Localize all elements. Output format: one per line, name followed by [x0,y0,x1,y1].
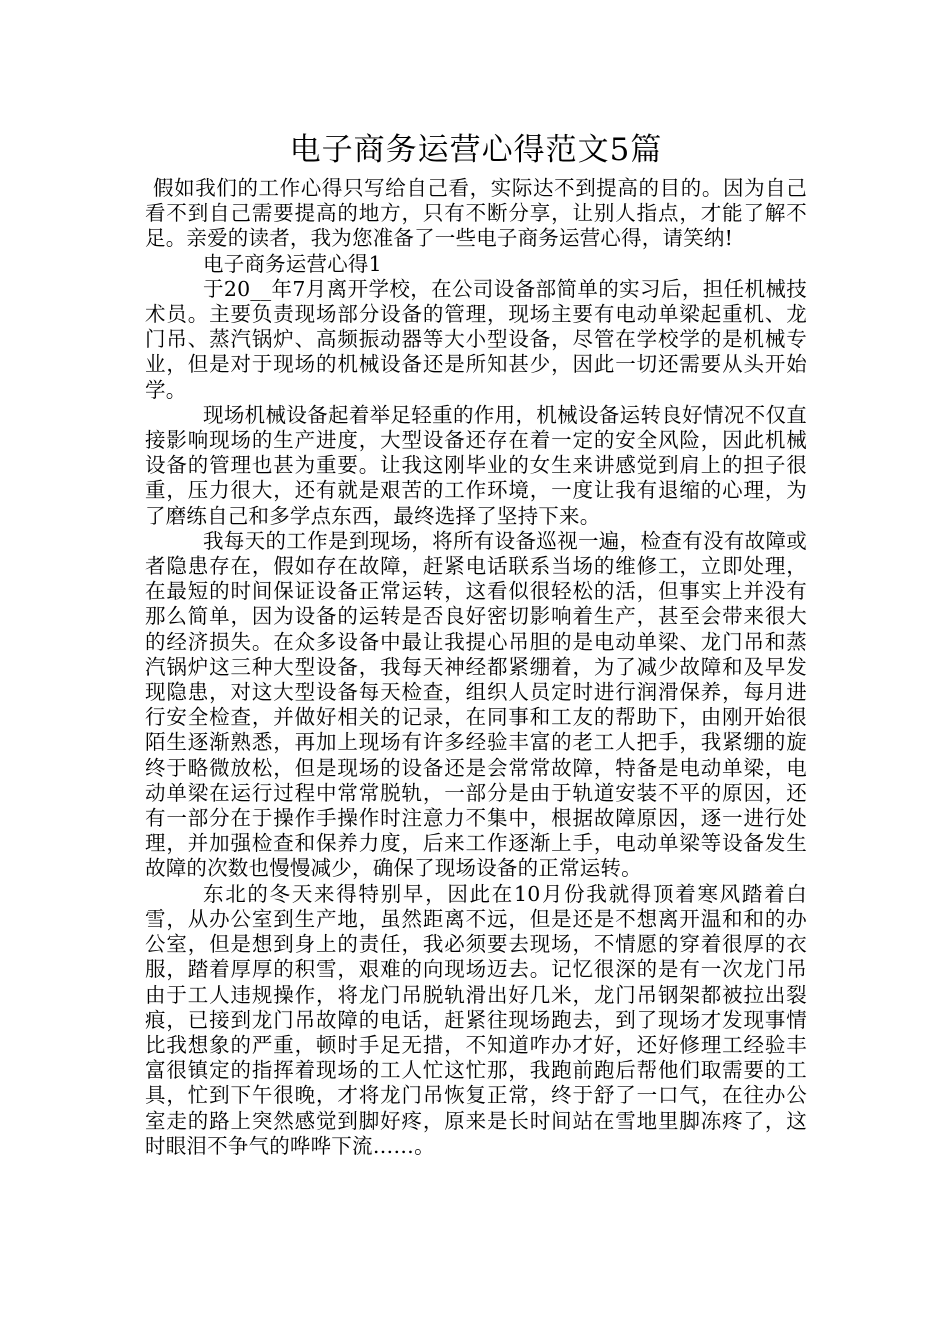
document-page [145,128,807,1159]
body-paragraph-1: 于20__年7月离开学校，在公司设备部简单的实习后，担任机械技术员。主要负责现场部分设备的管理，现场主要有电动单梁起重机、龙门吊、蒸汽锅炉、高频振动器等大小型设备，尽管在学校学的是机械专业，但是对于现场的机械设备还是所知甚少，因此一切还需要从头开始学。 [145,276,807,402]
intro-paragraph: 假如我们的工作心得只写给自己看，实际达不到提高的目的。因为自己看不到自己需要提高的地方，只有不断分享，让别人指点，才能了解不足。亲爱的读者，我为您准备了一些电子商务运营心得，请笑纳! [145,176,807,251]
body-paragraph-2: 现场机械设备起着举足轻重的作用，机械设备运转良好情况不仅直接影响现场的生产进度，大型设备还存在着一定的安全风险，因此机械设备的管理也甚为重要。让我这刚毕业的女生来讲感觉到肩上的担子很重，压力很大，还有就是艰苦的工作环境，一度让我有退缩的心理，为了磨练自己和多学点东西，最终选择了坚持下来。 [145,402,807,528]
body-paragraph-3: 我每天的工作是到现场，将所有设备巡视一遍，检查有没有故障或者隐患存在，假如存在故障，赶紧电话联系当场的维修工，立即处理，在最短的时间保证设备正常运转，这看似很轻松的活，但事实上并没有那么简单，因为设备的运转是否良好密切影响着生产，甚至会带来很大的经济损失。在众多设备中最让我提心吊胆的是电动单梁、龙门吊和蒸汽锅炉这三种大型设备，我每天神经都紧绷着，为了减少故障和及早发现隐患，对这大型设备每天检查，组织人员定时进行润滑保养，每月进行安全检查，并做好相关的记录，在同事和工友的帮助下，由刚开始很陌生逐渐熟悉，再加上现场有许多经验丰富的老工人把手，我紧绷的旋终于略微放松，但是现场的设备还是会常常故障，特备是电动单梁，电动单梁在运行过程中常常脱轨，一部分是由于轨道安装不平的原因，还有一部分在于操作手操作时注意力不集中，根据故障原因，逐一进行处理，并加强检查和保养力度，后来工作逐渐上手，电动单梁等设备发生故障的次数也慢慢减少，确保了现场设备的正常运转。 [145,528,807,881]
body-paragraph-4: 东北的冬天来得特别早，因此在10月份我就得顶着寒风踏着白雪，从办公室到生产地，虽然距离不远，但是还是不想离开温和和的办公室，但是想到身上的责任，我必须要去现场，不情愿的穿着很厚的衣服，踏着厚厚的积雪，艰难的向现场迈去。记忆很深的是有一次龙门吊由于工人违规操作，将龙门吊脱轨滑出好几米，龙门吊钢架都被拉出裂痕，已接到龙门吊故障的电话，赶紧往现场跑去，到了现场才发现事情比我想象的严重，顿时手足无措，不知道咋办才好，还好修理工经验丰富很镇定的指挥着现场的工人忙这忙那，我跑前跑后帮他们取需要的工具，忙到下午很晚，才将龙门吊恢复正常，终于舒了一口气，在往办公室走的路上突然感觉到脚好疼，原来是长时间站在雪地里脚冻疼了，这时眼泪不争气的哗哗下流……。 [145,881,807,1158]
document-title: 电子商务运营心得范文5篇 [289,132,663,168]
section-heading: 电子商务运营心得1 [203,251,382,276]
